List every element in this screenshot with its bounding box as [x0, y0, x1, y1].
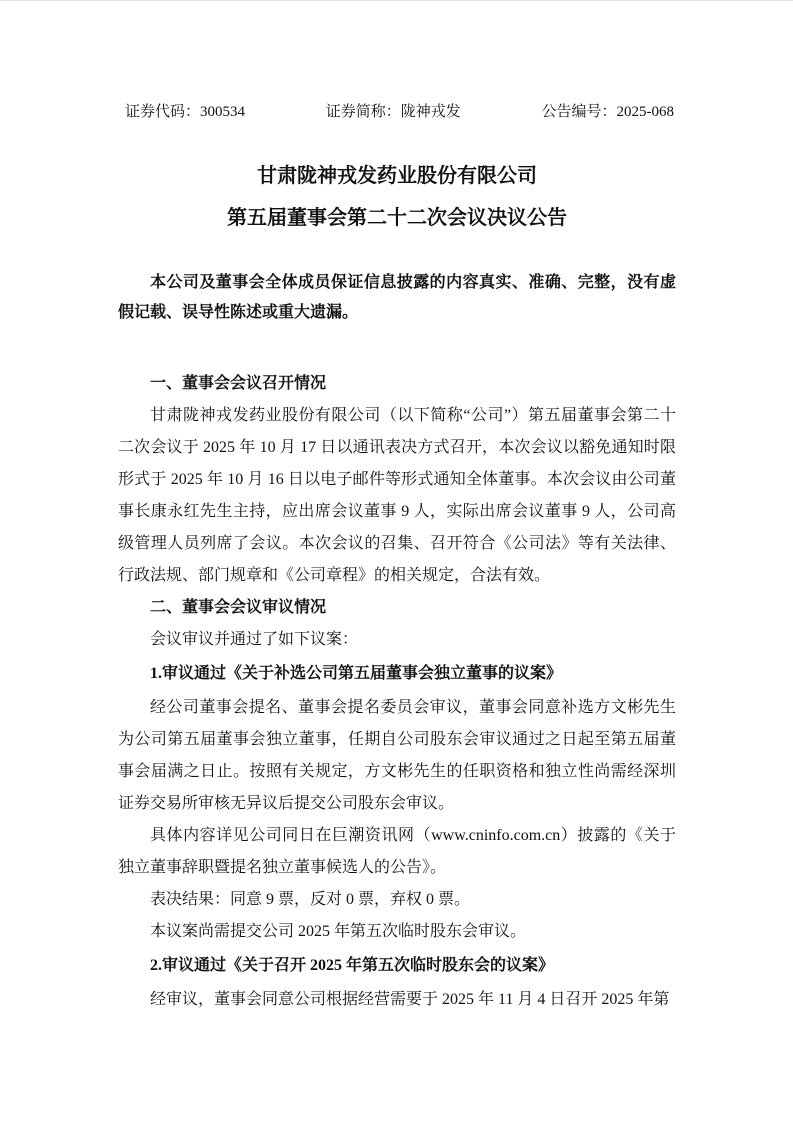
announcement-number-text: 公告编号：2025-068 — [541, 104, 674, 120]
paragraph-proposal-1-submission: 本议案尚需提交公司 2025 年第五次临时股东会审议。 — [150, 923, 527, 940]
item-heading-proposal-1: 1.审议通过《关于补选公司第五届董事会独立董事的议案》 — [150, 665, 563, 682]
section-heading-convening: 一、董事会会议召开情况 — [150, 375, 327, 392]
item-heading-proposal-2: 2.审议通过《关于召开 2025 年第五次临时股东会的议案》 — [150, 957, 555, 974]
company-name-title: 甘肃陇神戎发药业股份有限公司 — [257, 165, 537, 187]
meeting-resolution-title: 第五届董事会第二十二次会议决议公告 — [227, 207, 567, 229]
disclaimer-paragraph: 本公司及董事会全体成员保证信息披露的内容真实、准确、完整，没有虚假记载、误导性陈述或重大遗漏。 — [118, 274, 676, 321]
section-heading-deliberation: 二、董事会会议审议情况 — [150, 599, 327, 616]
paragraph-proposal-1-vote-result: 表决结果：同意 9 票，反对 0 票，弃权 0 票。 — [150, 891, 471, 908]
document-content — [118, 1, 676, 1016]
paragraph-proposal-1-details: 经公司董事会提名、董事会提名委员会审议，董事会同意补选方文彬先生为公司第五届董事会独立董事，任期自公司股东会审议通过之日起至第五届董事会届满之日止。按照有关规定，方文彬先生的任职资格和独立性尚需经深圳证券交易所审核无异议后提交公司股东会审议。 — [118, 699, 676, 812]
stock-code-text: 证券代码：300534 — [125, 104, 246, 120]
paragraph-convening-details: 甘肃陇神戎发药业股份有限公司（以下简称“公司”）第五届董事会第二十二次会议于 2025 年 10 月 17 日以通讯表决方式召开，本次会议以豁免通知时限形式于 2025 年 10 月 16 日以电子邮件等形式通知全体董事。本次会议由公司董事长康永红先生主持，应出席会议董事 9 人，实际出席会议董事 9 人，公司高级管理人员列席了会议。本次会议的召集、召开符合《公司法》等有关法律、行政法规、部门规章和《公司章程》的相关规定，合法有效。 — [118, 407, 676, 584]
paragraph-proposal-2-details: 经审议，董事会同意公司根据经营需要于 2025 年 11 月 4 日召开 2025 年第 — [150, 991, 670, 1008]
paragraph-deliberation-intro: 会议审议并通过了如下议案： — [150, 631, 359, 648]
stock-abbr-text: 证券简称：陇神戎发 — [325, 104, 461, 120]
securities-header — [118, 102, 676, 122]
paragraph-proposal-1-reference: 具体内容详见公司同日在巨潮资讯网（www.cninfo.com.cn）披露的《关于独立董事辞职暨提名独立董事候选人的公告》。 — [118, 827, 676, 876]
